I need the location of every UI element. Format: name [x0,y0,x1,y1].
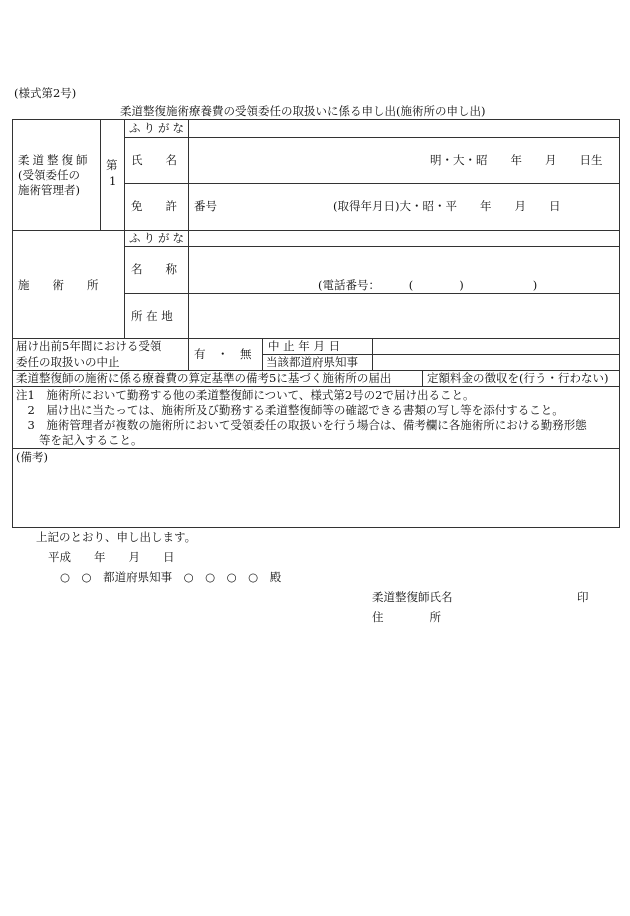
license-number-field[interactable]: 番号 [194,199,217,213]
fixed-fee-choice[interactable]: 定額料金の徴収を(行う・行わない) [427,371,609,385]
license-label: 免 許 [131,199,177,213]
note-1: 注1 施術所において勤務する他の柔道整復師について、様式第2号の2で届け出ること。 [16,388,475,402]
date-line[interactable]: 平成 年 月 日 [48,550,175,564]
clinic-name-label: 名 称 [131,262,177,276]
form-title: 柔道整復施術療養費の受領委任の取扱いに係る申し出(施術所の申し出) [120,104,486,118]
license-date-field[interactable]: (取得年月日)大・昭・平 年 月 日 [333,199,561,213]
practitioner-label-2: (受領委任の [18,168,80,182]
clinic-address-label: 所 在 地 [131,309,173,323]
note-3-cont: 等を記入すること。 [16,433,143,447]
phone-field[interactable]: (電話番号： ( ) ) [318,278,538,292]
clinic-furigana-label: ふりがな [129,231,187,245]
declaration-text: 上記のとおり、申し出します。 [36,530,197,544]
signer-address-label: 住 所 [372,610,441,624]
addressee: ○ ○ 都道府県知事 ○ ○ ○ ○ 殿 [60,570,282,584]
practitioner-furigana-label: ふりがな [129,121,187,135]
note-3: 3 施術管理者が複数の施術所において受領委任の取扱いを行う場合は、備考欄に各施術所における勤務形態 [16,418,587,432]
suspension-label: 届け出前5年間における受領 [16,339,162,353]
index-label: 第 [106,158,118,172]
practitioner-name-label: 氏 名 [131,153,177,167]
notification-label: 柔道整復師の施術に係る療養費の算定基準の備考5に基づく施術所の届出 [16,371,392,385]
clinic-label: 施 術 所 [18,278,99,292]
remarks-label: (備考) [16,450,48,464]
seal-mark: 印 [577,590,589,604]
form-number: (様式第2号) [14,86,77,100]
form-table [12,119,620,528]
signer-name-label: 柔道整復師氏名 [372,590,453,604]
yes-no-choice[interactable]: 有 ・ 無 [194,347,252,361]
birth-date-field[interactable]: 明・大・昭 年 月 日生 [430,153,603,167]
index-number: 1 [109,174,117,188]
suspension-date-label: 中 止 年 月 日 [268,339,341,353]
practitioner-label: 柔道整復師 [18,153,91,167]
note-2: 2 届け出に当たっては、施術所及び勤務する柔道整復師等の確認できる書類の写し等を添付すること。 [16,403,564,417]
governor-label: 当該都道府県知事 [266,355,358,369]
suspension-label-2: 委任の取扱いの中止 [16,355,120,369]
practitioner-label-3: 施術管理者) [18,183,80,197]
